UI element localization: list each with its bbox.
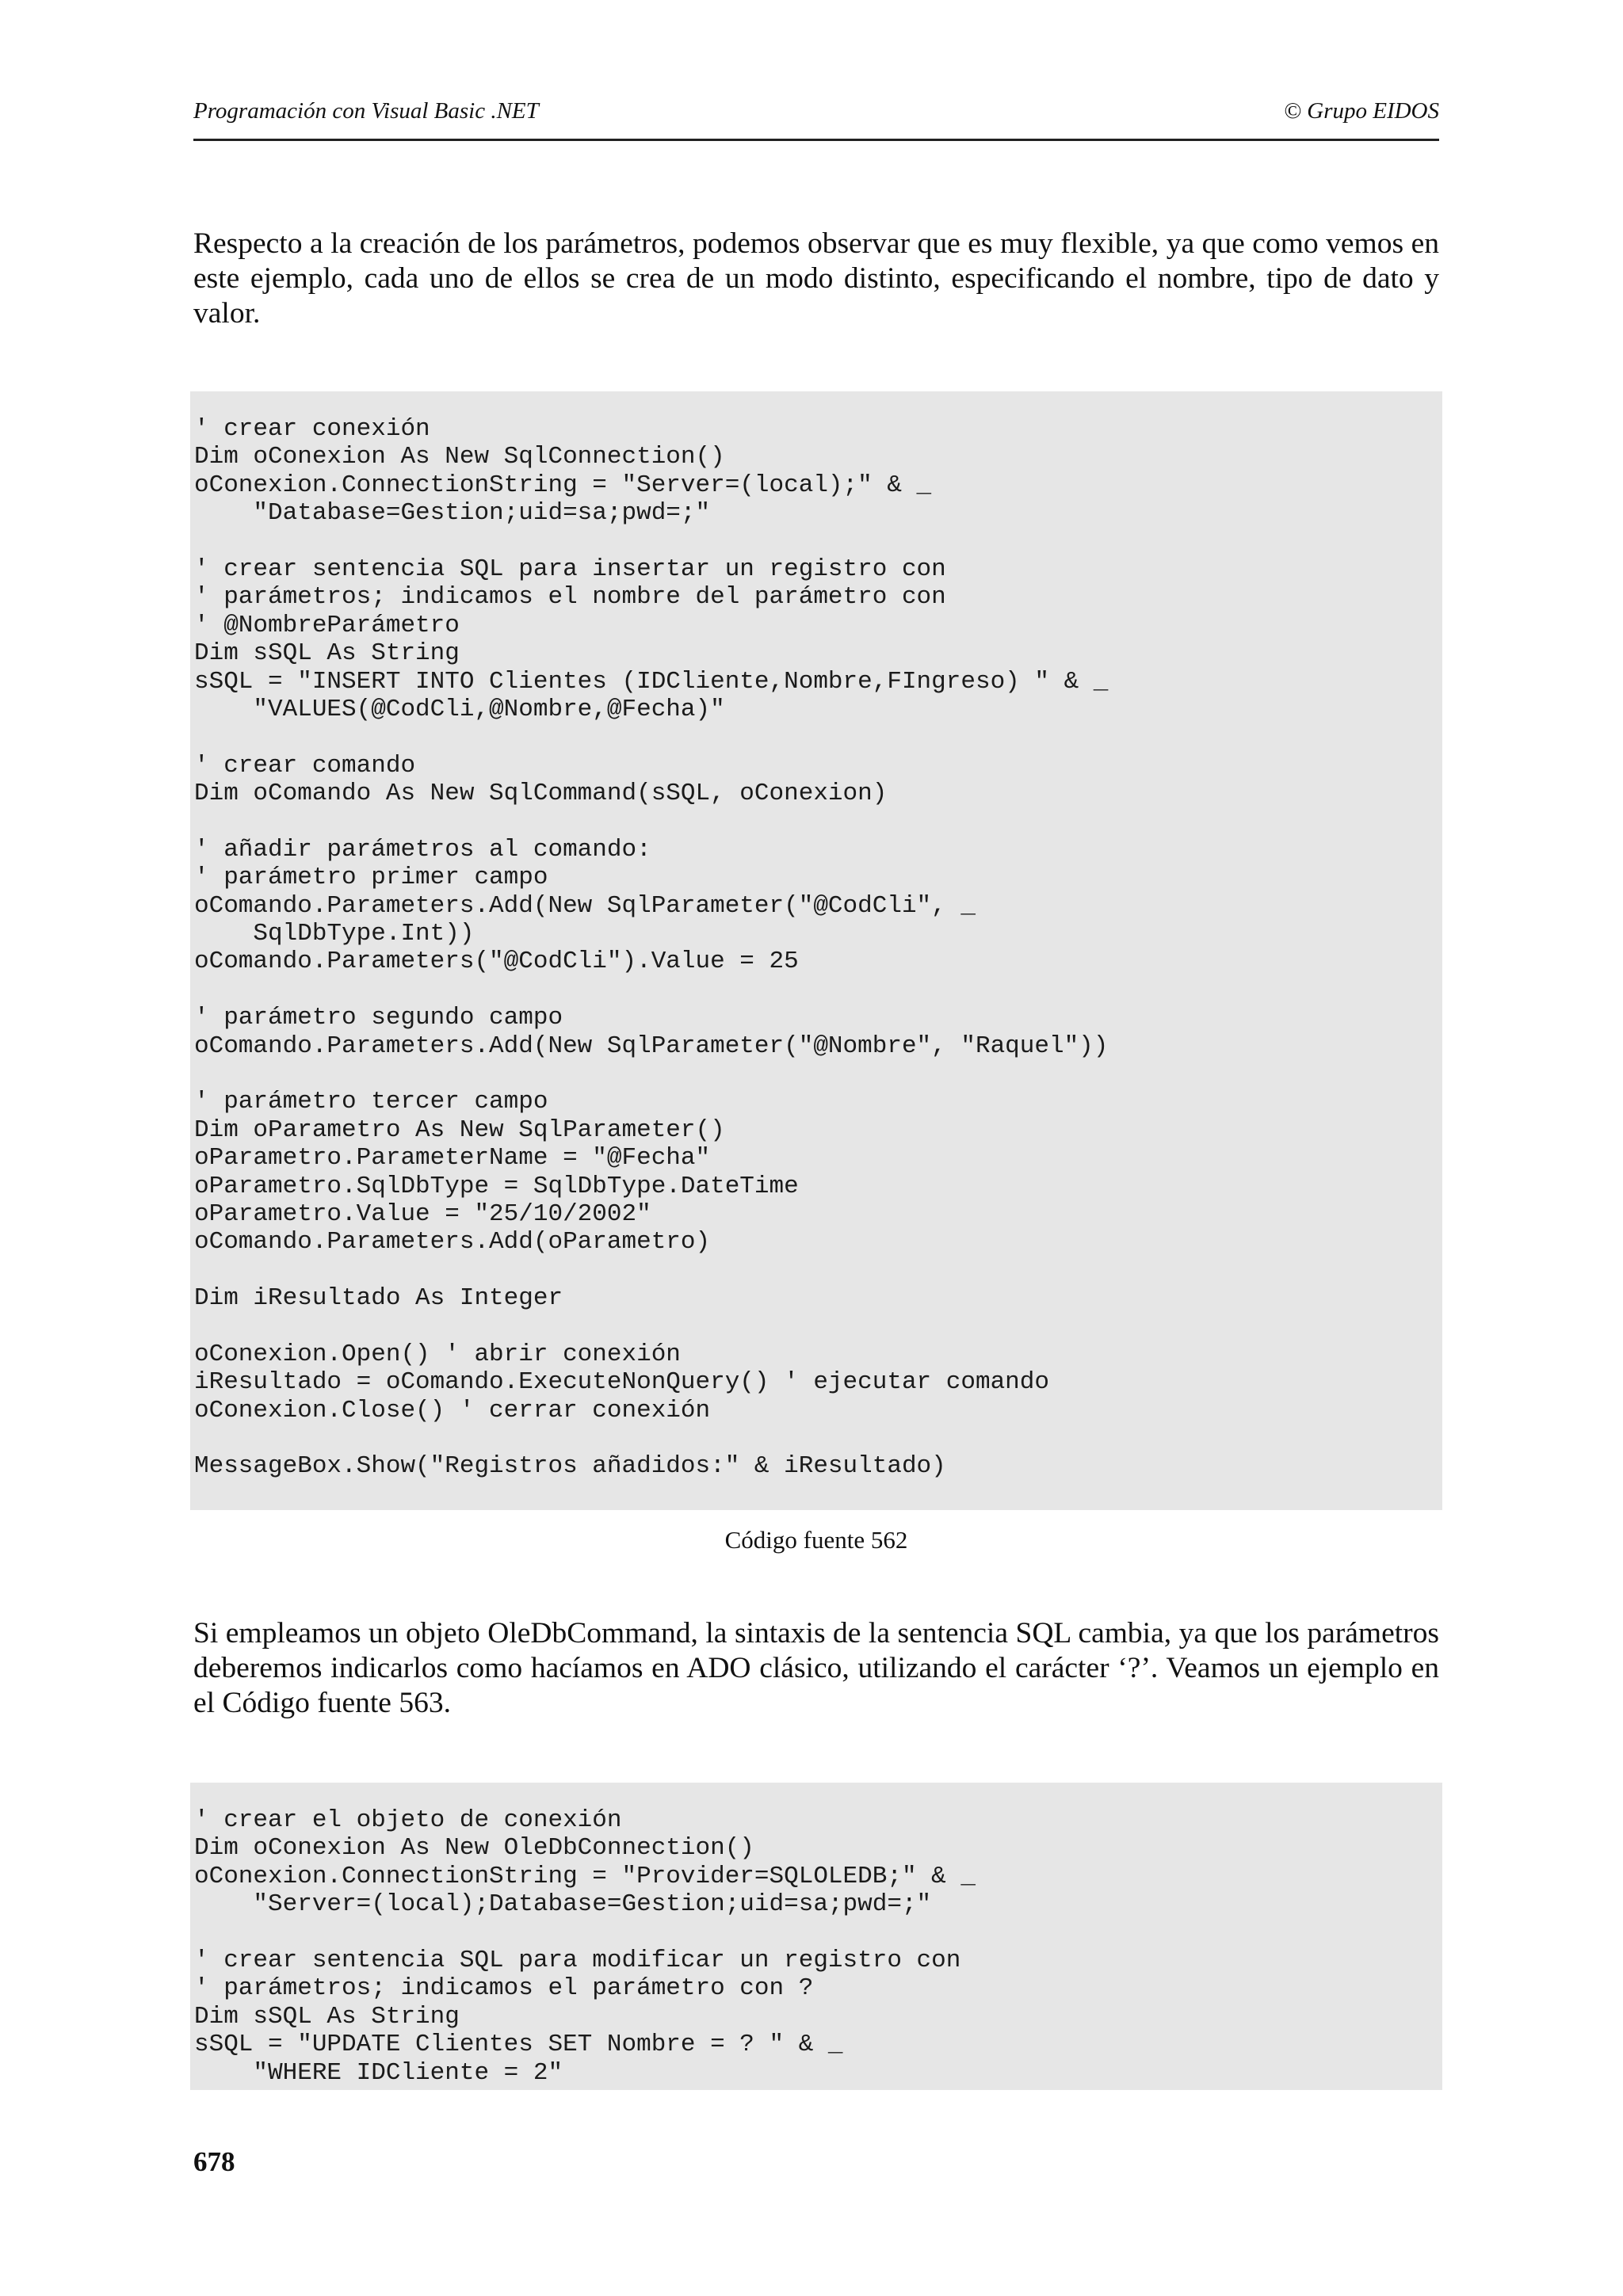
code-line: ' parámetros; indicamos el parámetro con ? xyxy=(194,1974,814,2003)
code-line: oParametro.Value = "25/10/2002" xyxy=(194,1199,651,1228)
code-line xyxy=(194,528,1442,555)
code-line: oConexion.Close() ' cerrar conexión xyxy=(194,1396,711,1425)
code-lines xyxy=(194,1783,1442,2087)
code-line xyxy=(194,1919,1442,1947)
code-line: ' crear conexión xyxy=(194,415,430,443)
code-line xyxy=(194,1060,1442,1088)
code-line: ' añadir parámetros al comando: xyxy=(194,835,651,864)
code-line: Dim oConexion As New SqlConnection() xyxy=(194,443,725,471)
code-line: oConexion.ConnectionString = "Provider=SQLOLEDB;" & _ xyxy=(194,1862,976,1890)
page-header xyxy=(193,89,1439,141)
code-line xyxy=(194,976,1442,1004)
code-line: ' crear el objeto de conexión xyxy=(194,1806,622,1834)
code-line: sSQL = "INSERT INTO Clientes (IDCliente,Nombre,FIngreso) " & _ xyxy=(194,667,1109,696)
code-line: ' parámetros; indicamos el nombre del parámetro con xyxy=(194,583,946,612)
code-line xyxy=(194,1425,1442,1452)
code-line: ' parámetro tercer campo xyxy=(194,1088,548,1116)
code-line: iResultado = oComando.ExecuteNonQuery() ' ejecutar comando xyxy=(194,1368,1049,1397)
code-line: oComando.Parameters("@CodCli").Value = 25 xyxy=(194,948,799,976)
code-line: SqlDbType.Int)) xyxy=(194,920,475,948)
body-paragraph-parameters: Respecto a la creación de los parámetros, podemos observar que es muy flexible, ya que como vemos en este ejemplo, cada uno de ellos se crea de un modo distinto, especificando el nombre, tipo de dato y valor. xyxy=(193,227,1439,330)
code-line: oComando.Parameters.Add(New SqlParameter("@Nombre", "Raquel")) xyxy=(194,1032,1109,1060)
code-line: ' crear comando xyxy=(194,751,416,780)
code-line: "Database=Gestion;uid=sa;pwd=;" xyxy=(194,499,711,528)
code-line xyxy=(194,1313,1442,1341)
code-line: ' @NombreParámetro xyxy=(194,611,460,639)
code-line: Dim oParametro As New SqlParameter() xyxy=(194,1116,725,1144)
code-line: oConexion.ConnectionString = "Server=(local);" & _ xyxy=(194,471,932,499)
body-paragraph-oledb: Si empleamos un objeto OleDbCommand, la sintaxis de la sentencia SQL cambia, ya que los parámetros deberemos indicarlos como hacíamos en ADO clásico, utilizando el carácter ‘?’. Veamos un ejemplo en el Código fuente 563. xyxy=(193,1617,1439,1719)
code-line: Dim oComando As New SqlCommand(sSQL, oConexion) xyxy=(194,780,888,808)
code-line: Dim iResultado As Integer xyxy=(194,1284,563,1313)
code-line: oParametro.SqlDbType = SqlDbType.DateTime xyxy=(194,1172,799,1200)
code-line: "Server=(local);Database=Gestion;uid=sa;pwd=;" xyxy=(194,1890,932,1919)
code-listing-562 xyxy=(190,391,1442,1510)
code-line: ' crear sentencia SQL para modificar un registro con xyxy=(194,1946,961,1974)
code-caption: Código fuente 562 xyxy=(724,1526,908,1554)
code-line: oComando.Parameters.Add(New SqlParameter("@CodCli", _ xyxy=(194,891,976,920)
code-line: "VALUES(@CodCli,@Nombre,@Fecha)" xyxy=(194,695,725,723)
code-listing-563 xyxy=(190,1783,1442,2090)
code-line: oComando.Parameters.Add(oParametro) xyxy=(194,1228,711,1257)
code-line xyxy=(194,723,1442,751)
code-line: oParametro.ParameterName = "@Fecha" xyxy=(194,1144,711,1173)
code-line: "WHERE IDCliente = 2" xyxy=(194,2058,563,2087)
code-line: Dim sSQL As String xyxy=(194,2002,460,2031)
page-number: 678 xyxy=(193,2146,235,2177)
code-line: sSQL = "UPDATE Clientes SET Nombre = ? " & _ xyxy=(194,2031,843,2059)
code-line: oConexion.Open() ' abrir conexión xyxy=(194,1340,681,1368)
book-title: Programación con Visual Basic .NET xyxy=(193,98,539,124)
code-lines xyxy=(194,391,1442,1481)
code-line: Dim sSQL As String xyxy=(194,639,460,668)
code-line: ' parámetro segundo campo xyxy=(194,1004,563,1032)
publisher-credit: © Grupo EIDOS xyxy=(1283,98,1439,124)
code-line xyxy=(194,807,1442,835)
code-line: Dim oConexion As New OleDbConnection() xyxy=(194,1834,754,1863)
code-line: ' parámetro primer campo xyxy=(194,864,548,892)
code-line xyxy=(194,1257,1442,1284)
code-line: MessageBox.Show("Registros añadidos:" & iResultado) xyxy=(194,1452,946,1481)
code-line: ' crear sentencia SQL para insertar un registro con xyxy=(194,555,946,583)
